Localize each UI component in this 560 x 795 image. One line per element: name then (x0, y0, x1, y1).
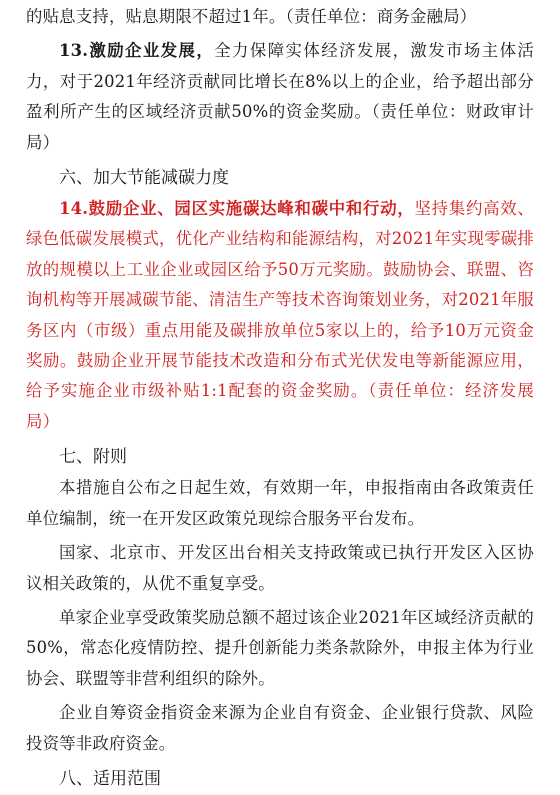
article-14-title: 14.鼓励企业、园区实施碳达峰和碳中和行动， (59, 199, 415, 219)
appendix-paragraph-self-funding: 企业自筹资金指资金来源为企业自有资金、企业银行贷款、风险投资等非政府资金。 (26, 703, 534, 753)
article-14 (26, 194, 534, 437)
section-heading-8: 八、适用范围 (59, 768, 161, 789)
section-heading-7: 七、附则 (59, 447, 127, 468)
paragraph-tail-commerce (26, 2, 534, 32)
appendix-paragraph-effective: 本措施自公布之日起生效，有效期一年，申报指南由各政策责任单位编制，统一在开发区政策兑现综合服务平台发布。 (26, 478, 534, 528)
article-13-title: 13.激励企业发展， (59, 41, 215, 61)
paragraph-text: 的贴息支持，贴息期限不超过1年。（责任单位：商务金融局） (26, 7, 477, 26)
article-14-body: 坚持集约高效、绿色低碳发展模式，优化产业结构和能源结构，对2021年实现零碳排放的规模以上工业企业或园区给予50万元奖励。鼓励协会、联盟、咨询机构等开展减碳节能、清洁生产等技术咨询策划业务，对2021年服务区内（市级）重点用能及碳排放单位5家以上的，给予10万元资金奖励。鼓励企业开展节能技术改造和分布式光伏发电等新能源应用，给予实施企业市级补贴1:1配套的资金奖励。（责任单位：经济发展局） (26, 199, 534, 431)
appendix-paragraph-reward-cap: 单家企业享受政策奖励总额不超过该企业2021年区域经济贡献的50%，常态化疫情防控、提升创新能力类条款除外，申报主体为行业协会、联盟等非营利组织的除外。 (26, 607, 534, 688)
article-13-body: 全力保障实体经济发展，激发市场主体活力，对于2021年经济贡献同比增长在8%以上的企业，给予超出部分盈利所产生的区域经济贡献50%的资金奖励。（责任单位：财政审计局） (26, 41, 535, 152)
appendix-paragraph-no-duplicate: 国家、北京市、开发区出台相关支持政策或已执行开发区入区协议相关政策的，从优不重复享受。 (26, 543, 534, 593)
article-13 (26, 36, 534, 158)
section-heading-6: 六、加大节能减碳力度 (59, 168, 229, 189)
